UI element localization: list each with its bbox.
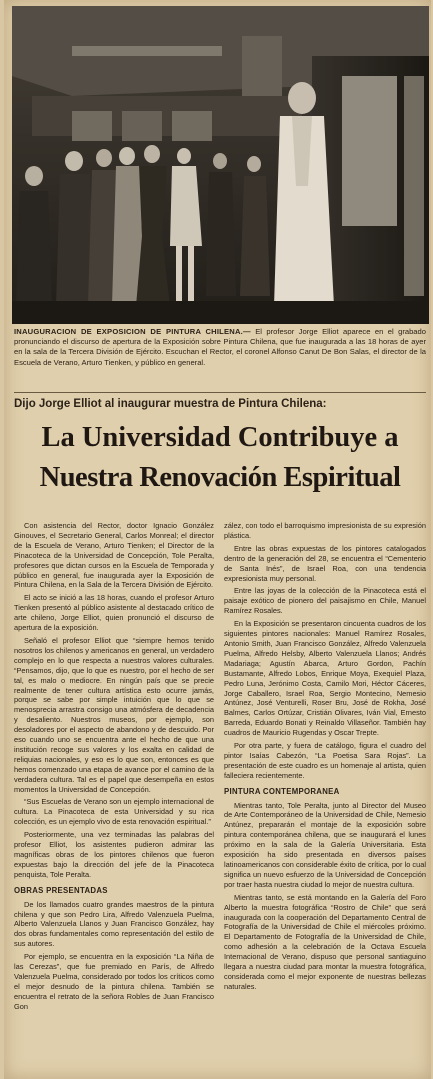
paragraph: Señaló el profesor Elliot que “siempre hemos tenido nosotros los chilenos y americanos en general, un verdadero complejo en lo que respecta a nuestros valores culturales. “Pensamos, dijo, que lo que es nuestro, por el hecho de ser tal, es malo o mediocre. En ningún país que se precie realmente de tener cultura artística esto ocurre jamás, porque se sabe por simple intuición que lo que se menosprecia arrastra consigo una atmósfera de decadencia y desaliento. Nuestros museos, por ejemplo, son desoladores por el aspecto de abandono y de descuido. Por eso cuando uno se encuentra ante el hecho de que una institución recoge sus valores y los exalta en calidad de reliquias nacionales, y eso es lo que son, entonces es que hemos comenzado una etapa de avance por el camino de la verdadera cultura. Tal es el papel que desempeña en estos momentos la Universidad de Concepción. [14,635,214,794]
section-subheading: PINTURA CONTEMPORANEA [224,786,340,796]
headline-line-2: Nuestra Renovación Espiritual [39,462,401,493]
paragraph: “Sus Escuelas de Verano son un ejemplo internacional de cultura. La Pinacoteca de esta Universidad y su rica colección, es un ejemplo vivo de esta renovación espiritual.” [14,797,214,827]
paragraph: Entre las joyas de la colección de la Pinacoteca está el paisaje exótico de pionero del paisajismo en Chile, Manuel Ramírez Rosales. [224,586,426,616]
paragraph: Mientras tanto, se está montando en la Galería del Foro Alberto la muestra fotográfica “Rostro de Chile” que será inaugurada con la cooperación del Departamento Central de Fotografía de la Universidad de Chile el miércoles próximo. El Departamento de Fotografía de la Universidad de Chile, como adhesión a la celebración de la Octava Escuela Internacional de Verano, dispuso que personal santiaguino llegara a nuestra ciudad para montar la muestra fotográfica, considerada como el mejor exponente de nuestras bellezas naturales. [224,892,426,991]
paragraph: Por ejemplo, se encuentra en la exposición “La Niña de las Cerezas”, que fue premiado en París, de Alfredo Valenzuela Puelma, considerado por todos los críticos como el mejor desnudo de la pintura chilena. También se encuentra el retrato de la señora Robles de Juan Francisco Gon [14,952,214,1011]
paragraph: En la Exposición se presentaron cincuenta cuadros de los siguientes pintores nacionales: Manuel Ramírez Rosales, Antonio Smith, Juan Francisco González, Alfredo Valenzuela Puelma, Alfredo Helsby, Alberto Valenzuela Llanos; Andrés Madariaga; Agustín Abarca, Arturo Gordon, Pachín Bustamante, Alfredo Lobos, Enrique Moya, Exequiel Plaza, Pedro Luna, Jerónimo Costa, Camilo Mori, Héctor Cáceres, Jorge Caballero, Israel Roa, Sergio Montecino, Nemesio Antúnez, José Venturelli, Roser Bru, José de Rokha, José Balmes, Carlos Ortúzar, Cristián Olivares, Iván Vial, Ernesto Barreda, Eduardo Bonati y Reinaldo Villaseñor. También hay cuadros de Mauricio Rugendas y Oscar Trepte. [224,619,426,738]
divider-rule [14,392,426,393]
paragraph: El acto se inició a las 18 horas, cuando el profesor Arturo Tienken presentó al público asistente al destacado crítico de arte chileno, Jorge Elliot, quien pronunció el discurso de apertura de la exposición. [14,593,214,633]
article-kicker: Dijo Jorge Elliot al inaugurar muestra de Pintura Chilena: [14,398,327,410]
paragraph: zález, con todo el barroquismo impresionista de su expresión plástica. [224,521,426,540]
caption-lead: INAUGURACION DE EXPOSICION DE PINTURA CHILENA.— [14,327,251,336]
newspaper-clipping [4,0,431,1079]
caption-text: El profesor Jorge Elliot aparece en el grabado pronunciando el discurso de apertura de la Exposición sobre Pintura Chilena, que fue inaugurada a las 18 horas de ayer en la sala de la Tercera División de Ejército. Escuchan el Rector, el coronel Alfonso Canut De Bon Salas, el director de la Escuela de Verano, Arturo Tienken, y público en general. [14,327,426,367]
section-subheading: OBRAS PRESENTADAS [14,885,108,895]
paragraph: Posteriormente, una vez terminadas las palabras del profesor Elliot, los asistentes pudieron admirar las magníficas obras de los pintores chilenos que fueron expuestas bajo la dirección del jefe de la Pinacoteca penquista, Tole Peralta. [14,830,214,879]
paragraph: De los llamados cuatro grandes maestros de la pintura chilena y que son Pedro Lira, Alfredo Valenzuela Puelma, Alberto Valenzuela Llanos y Juan Francisco González, hay dos obras fundamentales como representación del estilo de sus autores. [14,899,214,949]
paragraph: Mientras tanto, Tole Peralta, junto al Director del Museo de Arte Contemporáneo de la Universidad de Chile, Nemesio Antúnez, prepararán el montaje de la exposición sobre pintura contemporánea chilena, que se inaugurará el lunes próximo en la sala de la Galería Universitaria. Esta exposición ha sido presentada en diversos países latinoamericanos con considerable éxito de crítica, por lo cual significa un nuevo esfuerzo de la Universidad de Concepción por traer hasta nuestra ciudad lo mejor de nuestra cultura. [224,800,426,889]
photo-illustration [12,6,429,324]
photo-caption [14,327,426,368]
article-headline [10,418,430,498]
headline-line-1: La Universidad Contribuye a [41,422,399,453]
paragraph: Entre las obras expuestas de los pintores catalogados dentro de la generación del 28, se encuentra el “Cementerio de Santa Inés”, de Israel Roa, con una tendencia expresionista muy personal. [224,543,426,583]
article-left-column [14,521,214,1015]
paragraph: Con asistencia del Rector, doctor Ignacio González Ginouves, el Secretario General, Carlos Monreal; el director de la Escuela de Verano, Arturo Tienken; el Director de la Pinacoteca de la Universidad de Concepción, Tole Peralta, profesores que dictan cursos en la Escuela de Temporada y público en general, fue inaugurada ayer la Exposición de Pintura Chilena, en la Sala de la Tercera División de Ejército. [14,521,214,590]
paragraph: Por otra parte, y fuera de catálogo, figura el cuadro del pintor Isaías Cabezón, “La Poetisa Sara Rojas”. La presentación de este cuadro es un homenaje al artista, quien falleciera recientemente. [224,741,426,780]
press-photo [12,6,429,324]
article-right-column [224,521,426,995]
